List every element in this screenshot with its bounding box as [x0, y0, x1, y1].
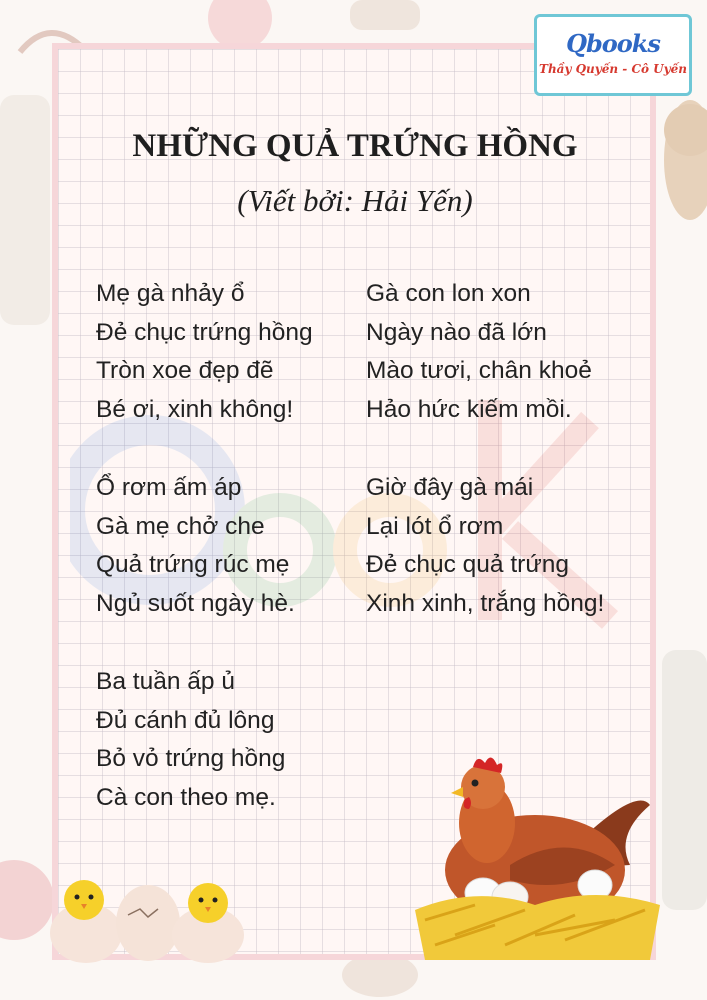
poem-line: Gà con lon xon — [366, 280, 531, 307]
poem-line: Ba tuần ấp ủ — [96, 668, 235, 695]
hen-beak-icon — [451, 787, 463, 797]
hen-nest-illustration — [415, 745, 660, 960]
stanza — [96, 469, 313, 623]
cracked-egg-icon — [116, 885, 180, 961]
chick-icon — [188, 883, 228, 923]
shoe-decoration — [350, 0, 420, 30]
poem-line: Bé ơi, xinh không! — [96, 395, 294, 423]
baby-clothes-decoration — [662, 650, 707, 910]
poem-left-column — [96, 275, 313, 857]
logo-subtitle: Thầy Quyến - Cô Uyến — [539, 62, 687, 76]
poem-line: Ngày nào đã lớn — [366, 318, 547, 346]
hen-eye-icon — [472, 780, 479, 787]
poem-line: Mẹ gà nhảy ổ — [96, 280, 245, 307]
stanza — [366, 275, 604, 429]
poem-line: Đủ cánh đủ lông — [96, 706, 275, 734]
poem-line: Đẻ chục trứng hồng — [96, 318, 313, 346]
poem-line: Giờ đây gà mái — [366, 474, 534, 501]
poem-line: Đẻ chục quả trứng — [366, 551, 569, 578]
qbooks-logo — [534, 14, 692, 96]
poem-line: Cà con theo mẹ. — [96, 783, 276, 811]
poem-author: (Viết bởi: Hải Yến) — [237, 183, 473, 218]
poem-line: Quả trứng rúc mẹ — [96, 551, 290, 578]
baby-clothes-decoration — [0, 95, 50, 325]
stanza — [96, 275, 313, 429]
poem-title: NHỮNG QUẢ TRỨNG HỒNG — [132, 128, 578, 164]
poem-line: Tròn xoe đẹp đẽ — [96, 357, 274, 384]
chick-icon — [64, 880, 104, 920]
poem-line: Gà mẹ chở che — [96, 512, 265, 540]
poem-line: Ổ rơm ấm áp — [96, 474, 242, 501]
poem-line: Lại lót ổ rơm — [366, 512, 504, 540]
pink-ball-decoration — [0, 860, 54, 940]
chicks-illustration — [48, 855, 248, 965]
poem-line: Xinh xinh, trắng hồng! — [366, 589, 605, 617]
stanza — [366, 469, 604, 623]
poem-line: Hảo hức kiếm mồi. — [366, 395, 572, 423]
straw-nest-icon — [415, 895, 660, 960]
poem-line: Bỏ vỏ trứng hồng — [96, 745, 286, 772]
poem-line: Mào tươi, chân khoẻ — [366, 357, 592, 384]
poem-right-column — [366, 275, 604, 663]
stanza — [96, 663, 313, 817]
logo-brand: Qbooks — [566, 29, 660, 58]
poem-line: Ngủ suốt ngày hè. — [96, 589, 295, 617]
